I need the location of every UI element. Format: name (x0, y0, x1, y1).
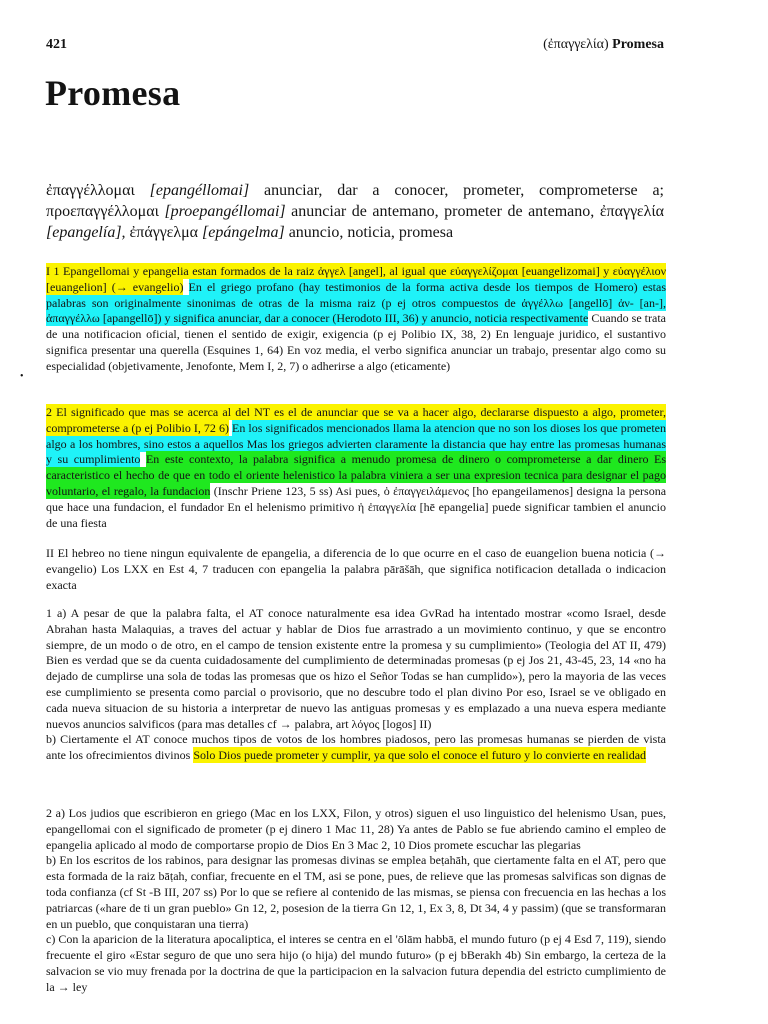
paragraph-text: (Inschr Priene 123, 5 ss) Asi pues, ὁ ἐπαγγειλάμενος [ho epangeilamenos] designa la persona que hace una fundacion, el fundador (46, 483, 667, 514)
paragraph-text: Cuando se trata de una notificacion oficial, tienen el sentido de exigir, exigencia (p ej Polibio IX, 38, 2) En lenguaje juridico, el sustantivo significa presentar una querella (Esquines 1, 64) En voz media, el verbo significa anunciar un trabajo, presentar algo como su especialidad (objetivamente, Jenofonte, Mem I, 2, 7) o adherirse a algo (eticamente) (46, 311, 666, 373)
lemma-block (46, 180, 664, 243)
margin-bullet: • (20, 371, 24, 382)
paragraph-text: 2 a) Los judios que escribieron en griego (Mac en los LXX, Filon, y otros) siguen el uso linguistico del helenismo Usan, pues, epangellomai con el significado de prometer (p ej dinero 1 Mac 11, 28) Ya antes de Pablo se fue abriendo camino el empleo de epangelia aplicado al modo de comportarse propio de Dios En 3 Mac 2, 10 Dios promete escuchar las plegarias (46, 806, 666, 852)
lemma-greek: ἐπαγγέλλομαι (46, 182, 135, 199)
paragraph-i-1 (46, 264, 666, 375)
running-header-greek: (ἐπαγγελία) (543, 37, 609, 52)
highlight-cyan: En el griego profano (hay testimonios de la forma activa desde los tiempos de Homero) estas palabras son originalmente sinonimas de otras de la misma raiz (p ej otros compuestos de ἀγγέλλω [angellō] ἀν- [an-], ἀπαγγέλλω [apangellō]) y significa anunciar, dar a conocer (Herodoto III, 36) y anuncio, noticia respectivamente (46, 279, 667, 326)
paragraph-text: c) Con la aparicion de la literatura apocaliptica, el interes se centra en el 'ōlām habbā, el mundo futuro (p ej 4 Esd 7, 119), siendo frecuente el giro «Estar seguro de que uno sera hijo (o hija) del mundo futuro» (p ej bBerakh 4b) Sin embargo, la certeza de la salvacion se vio muy frenada por la doctrina de que la participacion en la salvacion futura dependia del estricto cumplimiento de la → ley (46, 932, 666, 994)
paragraph-i-2 (46, 405, 666, 531)
lemma-translit: [epángelma] (202, 224, 285, 241)
lemma-greek: ἐπάγγελμα (129, 224, 199, 241)
highlight-yellow: I 1 Epangellomai y epangelia estan formados de la raiz ἀγγελ [angel], al igual que εὐαγγελίζομαι [euangelizomai] y εὐαγγέλιον [euangelion] (→ evangelio) (46, 264, 666, 294)
lemma-translit: [proepangéllomai] (164, 203, 286, 220)
lemma-translit: [epangelía], (46, 224, 126, 241)
lemma-meaning: anunciar, dar a conocer, prometer, comprometerse a; (263, 182, 664, 199)
paragraph-text: 1 a) A pesar de que la palabra falta, el AT conoce naturalmente esa idea GvRad ha intentado mostrar «como Israel, desde Abrahan hasta Malaquias, a traves del actuar y hablar de Dios fue arrastrado a un movimiento continuo, y que se encontro siempre, de un modo o de otro, en el campo de tension existente entre la promesa y su cumplimiento» (Teologia del AT II, 479) Bien es verdad que se da cuenta cuidadosamente del cumplimiento de determinadas promesas (p ej Jos 21, 43-45, 23, 14 «no ha dejado de cumplirse una sola de todas las promesas que os hizo el Señor Todas se han cumplido»), pero la mayoria de las veces ese cumplimiento se presenta como parcial o provisorio, que no descubre todo el plan divino Por eso, Israel se ve obligado en cada nueva situacion de su historia a interpretar de nuevo las antiguas promesas y es emplazado a una nueva espera mediante nuevos anuncios salvificos (para mas detalles cf → palabra, art λόγος [logos] II) (46, 606, 666, 731)
lemma-translit: [epangéllomai] (149, 182, 250, 199)
paragraph-ii-2 (46, 806, 666, 996)
paragraph-text: En el helenismo primitivo ἡ ἐπαγγελία [hē epangelia] puede significar tambien el anuncio de una fiesta (46, 499, 666, 530)
paragraph-text: b) Ciertamente el AT conoce muchos tipos de votos de los hombres piadosos, pero las promesas humanas se pierden de vista ante los ofrecimientos divinos (46, 732, 666, 763)
paragraph-text: b) En los escritos de los rabinos, para designar las promesas divinas se emplea beṭahāh, que ciertamente falta en el AT, pero que esta formada de la raiz bāṭah, confiar, frecuente en el TM, asi se pone, pues, de relieve que las promesas salvificas son dignas de toda confianza (cf St -B III, 207 ss) Por lo que se refiere al contenido de las mismas, se piensa con frecuencia en las hechas a los patriarcas («hare de ti un gran pueblo» Gn 12, 2, posesion de la tierra Gn 12, 1, Ex 3, 8, Dt 34, 4 y passim) (que se transformaran en un pueblo, que conquistaran una tierra) (46, 853, 666, 931)
running-header (543, 37, 664, 53)
highlight-green: En este contexto, la palabra significa a menudo promesa de dinero o comprometerse a dar dinero Es caracteristico el hecho de que en todo el oriente helenistico la palabra viniera a ser una expresion tecnica para designar el pago voluntario, el regalo, la fundacion (46, 452, 667, 498)
page-number: 421 (46, 37, 67, 52)
running-header-title: Promesa (612, 37, 664, 52)
lemma-greek: προεπαγγέλλομαι (46, 203, 159, 220)
page-title: Promesa (45, 73, 181, 113)
paragraph-ii (46, 546, 666, 593)
highlight-yellow: Solo Dios puede prometer y cumplir, ya que solo el conoce el futuro y lo convierte en realidad (193, 748, 647, 763)
lemma-meaning: anunciar de antemano, prometer de antemano, (291, 203, 595, 220)
paragraph-ii-1 (46, 606, 666, 764)
lemma-greek: ἐπαγγελία (599, 203, 665, 220)
paragraph-text: II El hebreo no tiene ningun equivalente de epangelia, a diferencia de lo que ocurre en el caso de euangelion buena noticia (→ evangelio) Los LXX en Est 4, 7 traducen con epangelia la palabra pārāšāh, que significa notificacion detallada o indicacion exacta (46, 546, 666, 592)
lemma-meaning: anuncio, noticia, promesa (288, 224, 454, 241)
highlight-cyan: En los significados mencionados llama la atencion que no son los dioses los que prometen algo a los hombres, sino estos a aquellos Mas los griegos advierten claramente la distancia que hay entre las promesas humanas y su cumplimiento (46, 420, 667, 467)
highlight-yellow: 2 El significado que mas se acerca al del NT es el de anunciar que se va a hacer algo, declararse dispuesto a algo, prometer, comprometerse a (p ej Polibio I, 72 6) (46, 405, 666, 435)
